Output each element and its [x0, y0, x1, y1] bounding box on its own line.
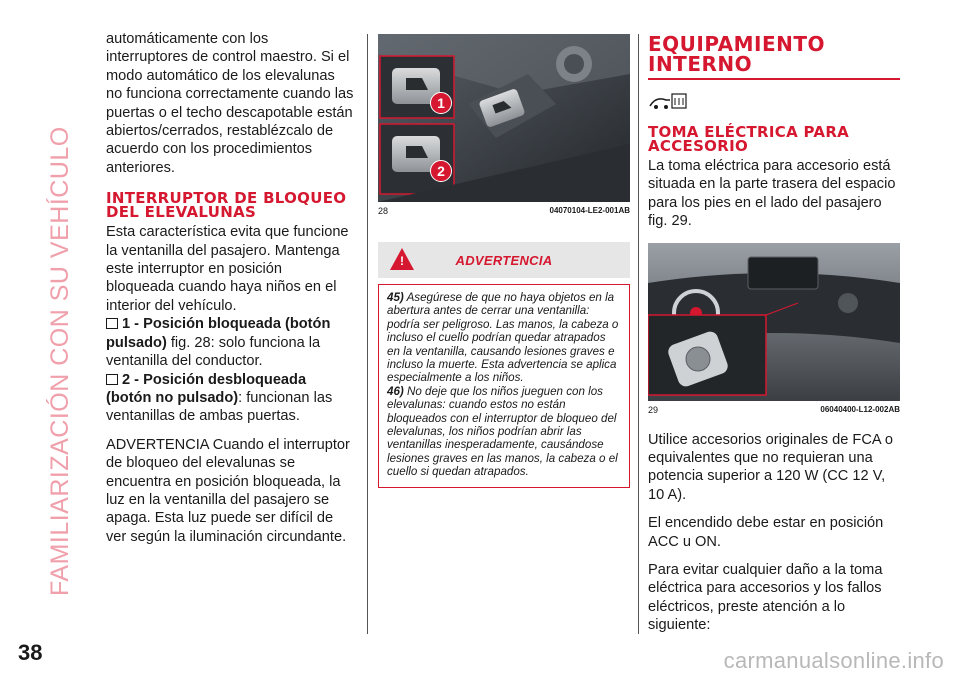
warning-box — [378, 284, 630, 488]
callout-2: 2 — [430, 160, 452, 182]
figure-29-photo — [648, 243, 900, 401]
item-unlocked — [106, 371, 354, 426]
intro-paragraph: automáticamente con los interruptores de control maestro. Si el modo automático de los elevalunas no funciona correctamente cuando las puertas o el techo descapotable están abiertos/cerrados, restablézcalo de acuerdo con los procedimientos anteriores. — [106, 31, 354, 176]
lock-switch-description: Esta característica evita que funcione la ventanilla del pasajero. Mantenga este interruptor en posición bloqueada cuando haya niños en el interior del vehículo. — [106, 224, 349, 314]
warning-title: ADVERTENCIA — [455, 252, 553, 268]
column-2 — [378, 34, 630, 488]
subheading-accessory-socket: TOMA ELÉCTRICA PARA ACCESORIO — [648, 123, 850, 155]
checkbox-bullet-icon — [106, 374, 118, 385]
section-title: EQUIPAMIENTO INTERNO — [648, 32, 826, 76]
figure-28-caption — [378, 206, 630, 216]
title-rule — [648, 78, 900, 80]
item-locked-text: fig. 28: solo funciona la ventanilla del conductor. — [106, 334, 321, 370]
dashboard-socket-illustration — [648, 243, 900, 401]
column-3 — [648, 34, 900, 635]
item-unlocked-label: 2 - Posición desbloqueada (botón no pulsado) — [106, 371, 307, 406]
figure-code: 04070104-LE2-001AB — [549, 206, 630, 215]
column-divider — [638, 34, 639, 634]
figure-number: 28 — [378, 206, 389, 216]
warning-number: 46) — [387, 384, 404, 398]
watermark: carmanualsonline.info — [723, 648, 944, 673]
warning-header — [378, 242, 630, 278]
callout-1: 1 — [430, 92, 452, 114]
paragraph-accessories: Utilice accesorios originales de FCA o equivalentes que no requieran una potencia superior a 120 W (CC 12 V, 10 A). — [648, 431, 893, 503]
paragraph-precautions: Para evitar cualquier daño a la toma eléctrica para accesorios y los fallos eléctricos, preste atención a lo siguiente: — [648, 562, 883, 634]
window-switch-illustration — [378, 34, 630, 202]
item-locked — [106, 315, 354, 370]
item-locked-label: 1 - Posición bloqueada (botón pulsado) — [106, 316, 331, 351]
warning-text: No deje que los niños jueguen con los elevalunas: cuando estos no están bloqueados con el interruptor de bloqueo del elevalunas, los niños podrían abrir las ventanillas inesperadamente, causándose lesiones graves en las manos, la cabeza o el cuello si quedan atrapados. — [387, 384, 618, 479]
checkbox-bullet-icon — [106, 318, 118, 329]
figure-code: 06040400-L12-002AB — [820, 404, 900, 414]
chapter-side-title: FAMILIARIZACIÓN CON SU VEHÍCULO — [46, 126, 74, 596]
vehicle-version-icon — [648, 92, 688, 112]
socket-description: La toma eléctrica para accesorio está situada en la parte trasera del espacio para los pies en el lado del pasajero fig. 29. — [648, 158, 896, 230]
figure-number: 29 — [648, 404, 659, 415]
section-heading-lock-switch: INTERRUPTOR DE BLOQUEO DEL ELEVALUNAS — [106, 189, 347, 222]
exclamation-icon: ! — [400, 254, 404, 268]
warning-text: Asegúrese de que no haya objetos en la abertura antes de cerrar una ventanilla: podría ser peligroso. Las manos, la cabeza o incluso el cuello podrían quedar atrapados en la ventanilla, causando lesiones graves e incluso la muerte. Esta advertencia se aplica especialmente a los niños. — [387, 291, 619, 385]
column-1 — [106, 30, 354, 546]
paragraph-ignition: El encendido debe estar en posición ACC u ON. — [648, 515, 884, 550]
page-number: 38 — [18, 640, 43, 665]
column-divider — [367, 34, 368, 634]
figure-28-photo — [378, 34, 630, 202]
item-unlocked-text: : funcionan las ventanillas de ambas puertas. — [106, 389, 333, 425]
figure-29-caption — [648, 405, 900, 415]
warning-item — [387, 385, 621, 479]
warning-number: 45) — [387, 291, 404, 304]
note-paragraph: ADVERTENCIA Cuando el interruptor de bloqueo del elevalunas se encuentra en posición bloqueada, la luz en la ventanilla del pasajero se apaga. Esta luz puede ser difícil de ver según la iluminación circundante. — [106, 436, 350, 545]
warning-item — [387, 291, 621, 385]
